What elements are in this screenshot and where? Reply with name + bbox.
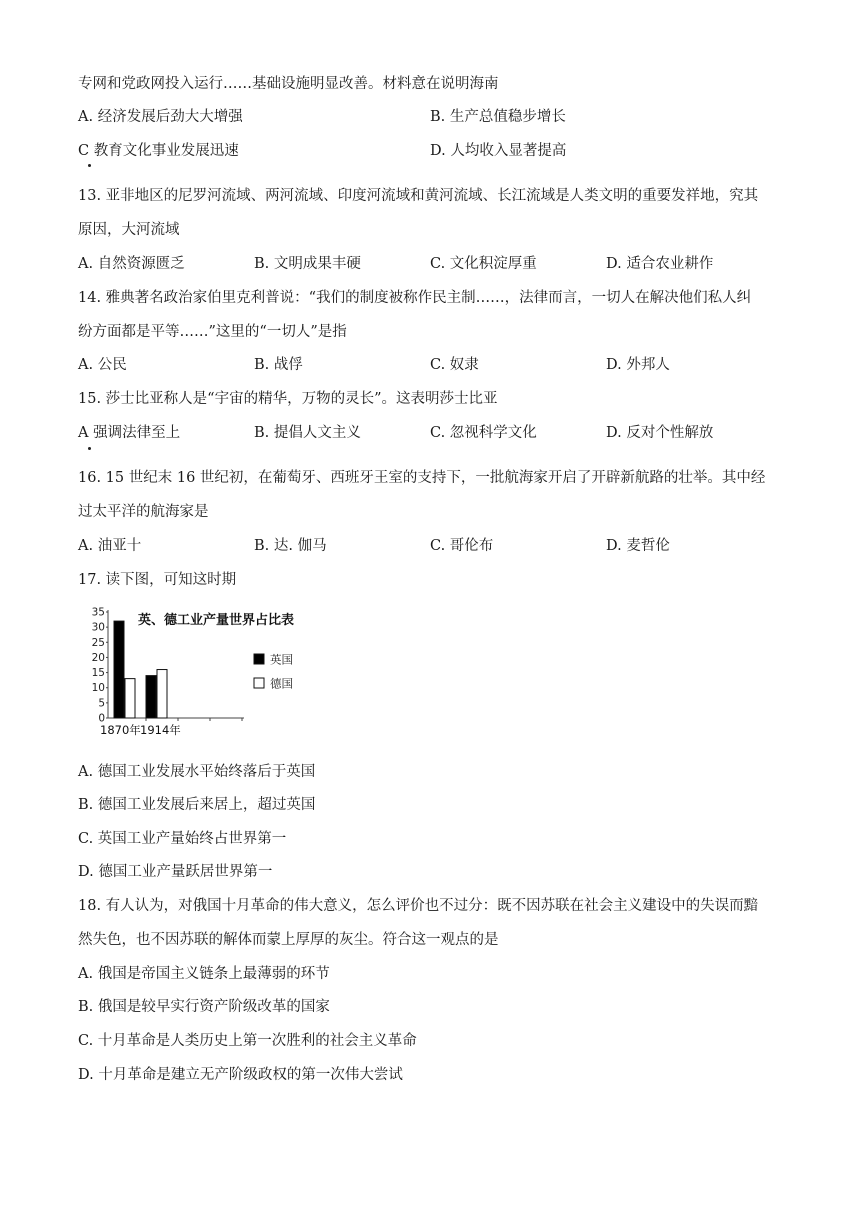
emphasis-dot: [88, 164, 91, 167]
q12-option-a[interactable]: A. 经济发展后劲大大增强: [78, 109, 243, 125]
q17-option-a[interactable]: A. 德国工业发展水平始终落后于英国: [78, 764, 316, 780]
q14-stem-line-1: 14. 雅典著名政治家伯里克利普说：“我们的制度被称作民主制……，法律而言，一切人在解决他们私人纠: [78, 290, 752, 306]
q12-option-d[interactable]: D. 人均收入显著提高: [430, 143, 567, 159]
q15-stem: 15. 莎士比亚称人是“宇宙的精华，万物的灵长”。这表明莎士比亚: [78, 391, 498, 407]
emphasis-dot: [88, 447, 91, 450]
q17-option-b[interactable]: B. 德国工业发展后来居上，超过英国: [78, 797, 316, 813]
bar-de: [125, 679, 135, 718]
q13-stem-line-2: 原因，大河流域: [78, 222, 180, 238]
q15-option-b[interactable]: B. 提倡人文主义: [254, 425, 361, 441]
q17-stem: 17. 读下图，可知这时期: [78, 572, 237, 588]
q18-option-c[interactable]: C. 十月革命是人类历史上第一次胜利的社会主义革命: [78, 1033, 417, 1049]
q13-option-b[interactable]: B. 文明成果丰硬: [254, 256, 361, 272]
q13-stem-line-1: 13. 亚非地区的尼罗河流域、两河流域、印度河流域和黄河流域、长江流域是人类文明的重要发祥地，究其: [78, 188, 759, 204]
q18-option-a[interactable]: A. 俄国是帝国主义链条上最薄弱的环节: [78, 966, 330, 982]
industry-share-chart: [86, 604, 326, 740]
q13-option-d[interactable]: D. 适合农业耕作: [606, 256, 714, 272]
q14-option-b[interactable]: B. 战俘: [254, 357, 303, 373]
y-tick-label: 20: [91, 651, 105, 664]
q13-option-c[interactable]: C. 文化积淀厚重: [430, 256, 537, 272]
q15-option-a[interactable]: A 强调法律至上: [78, 425, 181, 441]
q16-option-b[interactable]: B. 达. 伽马: [254, 538, 327, 554]
q17-option-c[interactable]: C. 英国工业产量始终占世界第一: [78, 831, 287, 847]
legend-label: 德国: [270, 676, 293, 691]
q12-option-c[interactable]: C 教育文化事业发展迅速: [78, 143, 239, 159]
chart-title: 英、德工业产量世界占比表: [138, 613, 295, 628]
q17-option-d[interactable]: D. 德国工业产量跃居世界第一: [78, 864, 273, 880]
q18-option-d[interactable]: D. 十月革命是建立无产阶级政权的第一次伟大尝试: [78, 1067, 403, 1083]
y-tick-label: 25: [91, 636, 105, 649]
y-tick-label: 15: [91, 667, 105, 680]
y-tick-label: 0: [98, 712, 105, 725]
q18-stem-line-1: 18. 有人认为，对俄国十月革命的伟大意义，怎么评价也不过分：既不因苏联在社会主义建设中的失误而黯: [78, 898, 759, 914]
y-tick-label: 30: [91, 621, 105, 634]
q13-option-a[interactable]: A. 自然资源匮乏: [78, 256, 185, 272]
bar-de: [157, 670, 167, 718]
q15-option-d[interactable]: D. 反对个性解放: [606, 425, 714, 441]
q12-option-b[interactable]: B. 生产总值稳步增长: [430, 109, 566, 125]
y-tick-label: 35: [91, 606, 105, 619]
q16-stem-line-2: 过太平洋的航海家是: [78, 504, 209, 520]
q18-option-b[interactable]: B. 俄国是较早实行资产阶级改革的国家: [78, 999, 330, 1015]
y-tick-label: 5: [98, 697, 105, 710]
q16-option-c[interactable]: C. 哥伦布: [430, 538, 494, 554]
q16-stem-line-1: 16. 15 世纪末 16 世纪初，在葡萄牙、西班牙王室的支持下，一批航海家开启了开辟新航路的壮举。其中经: [78, 470, 766, 486]
bar-uk: [146, 676, 156, 718]
x-tick-label: 1914年: [140, 723, 181, 737]
q12-stem: 专网和党政网投入运行……基础设施明显改善。材料意在说明海南: [78, 76, 499, 92]
q16-option-d[interactable]: D. 麦哲伦: [606, 538, 670, 554]
bar-uk: [114, 621, 124, 718]
q14-option-a[interactable]: A. 公民: [78, 357, 127, 373]
q16-option-a[interactable]: A. 油亚十: [78, 538, 142, 554]
q18-stem-line-2: 然失色，也不因苏联的解体而蒙上厚厚的灰尘。符合这一观点的是: [78, 932, 499, 948]
y-tick-label: 10: [91, 682, 105, 695]
q14-option-d[interactable]: D. 外邦人: [606, 357, 670, 373]
legend-swatch: [254, 678, 264, 688]
q14-option-c[interactable]: C. 奴隶: [430, 357, 479, 373]
q14-stem-line-2: 纷方面都是平等……”这里的“一切人”是指: [78, 324, 347, 340]
legend-label: 英国: [270, 652, 293, 667]
q15-option-c[interactable]: C. 忽视科学文化: [430, 425, 537, 441]
legend-swatch: [254, 654, 264, 664]
x-tick-label: 1870年: [100, 723, 141, 737]
